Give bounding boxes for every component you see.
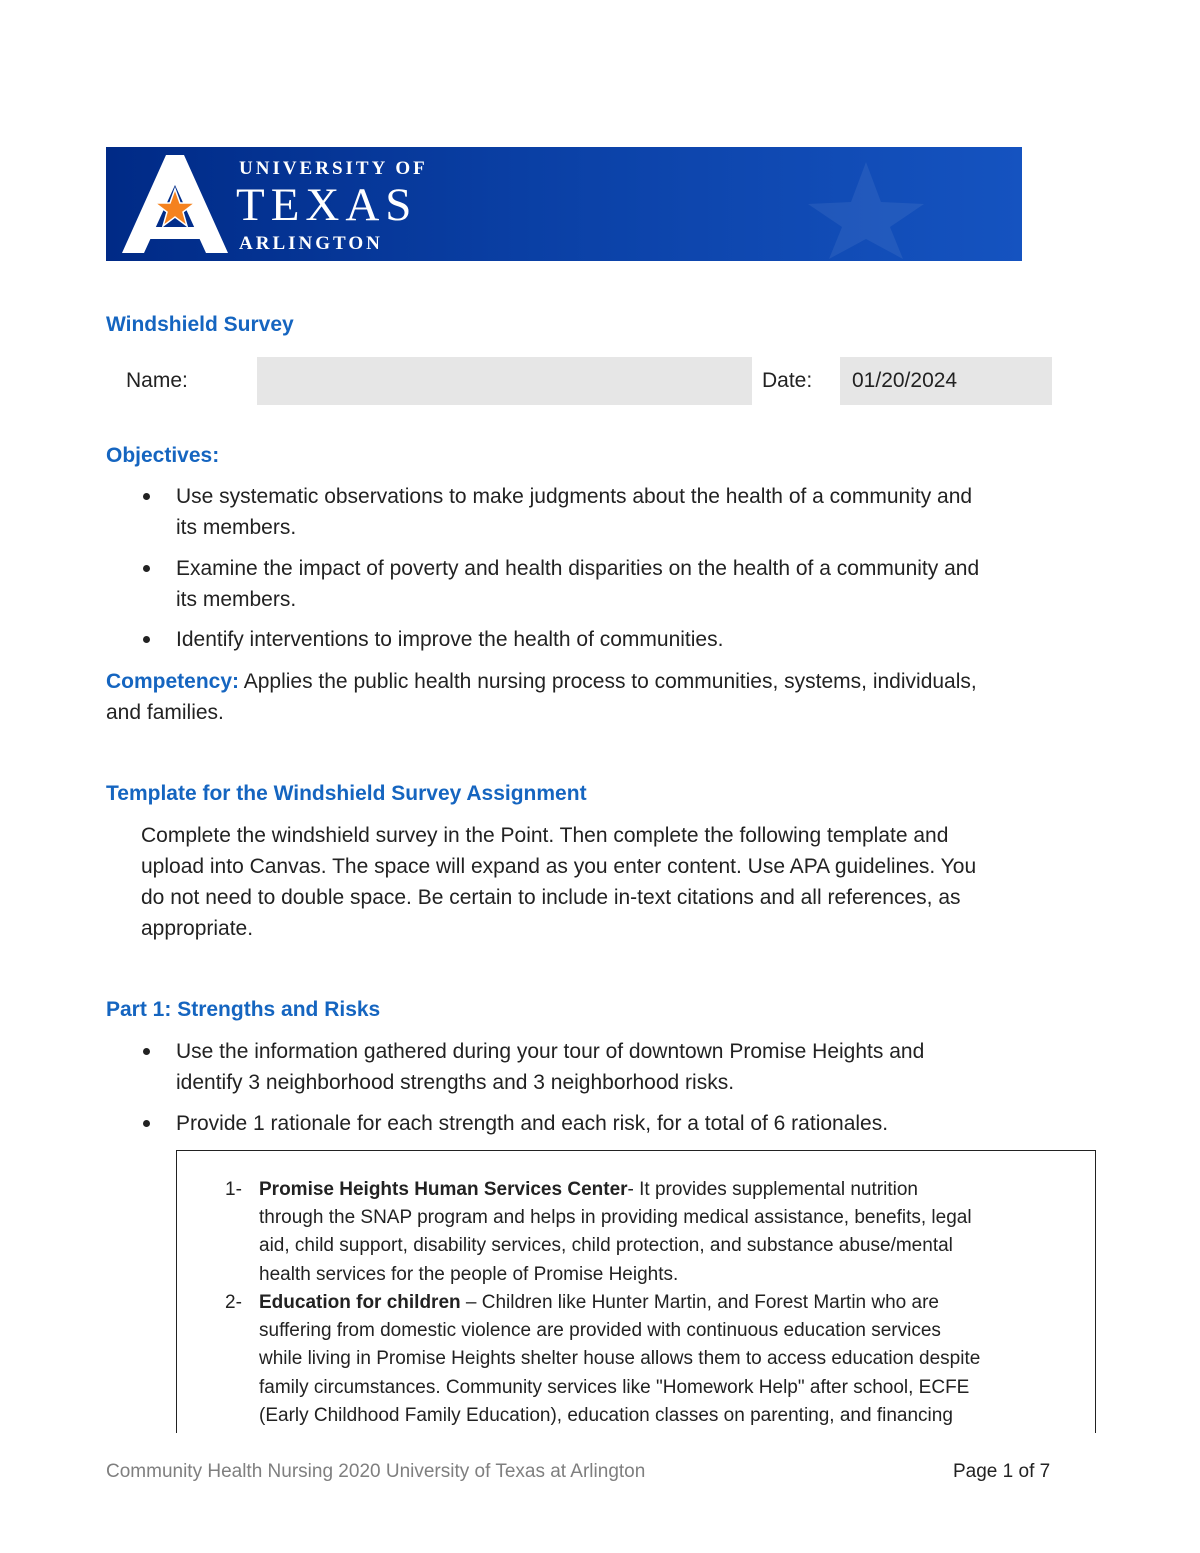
template-line-1: Complete the windshield survey in the Point. Then complete the following template and [141, 824, 949, 847]
bullet-icon [143, 636, 150, 643]
page-number: Page 1 of 7 [953, 1461, 1051, 1482]
page-title: Windshield Survey [106, 313, 294, 336]
template-heading: Template for the Windshield Survey Assignment [106, 782, 587, 805]
part1-bullet-1-line-2: identify 3 neighborhood strengths and 3 neighborhood risks. [176, 1071, 735, 1094]
objective-2-line-2: its members. [176, 588, 297, 611]
answer-1-line: through the SNAP program and helps in providing medical assistance, benefits, legal [259, 1207, 972, 1229]
part1-bullet-2 [176, 1108, 888, 1139]
template-line-4: appropriate. [141, 917, 254, 940]
competency-text: Applies the public health nursing process to communities, systems, individuals, [239, 670, 977, 693]
date-label: Date: [762, 369, 813, 392]
competency-paragraph [106, 666, 1106, 728]
name-field[interactable] [257, 357, 752, 405]
objective-1-line-1: Use systematic observations to make judgments about the health of a community and [176, 485, 973, 508]
answer-1-line: aid, child support, disability services, child protection, and substance abuse/mental [259, 1235, 953, 1257]
logo-text-texas: TEXAS [236, 179, 418, 231]
answer-1-intro: - It provides supplemental nutrition [627, 1179, 918, 1200]
name-label: Name: [126, 369, 188, 392]
bullet-icon [143, 1120, 150, 1127]
answer-2-title: Education for children [259, 1292, 461, 1313]
answer-text-box[interactable] [176, 1150, 1096, 1433]
answer-1-title: Promise Heights Human Services Center [259, 1179, 628, 1200]
template-line-3: do not need to double space. Be certain to include in-text citations and all references, as [141, 886, 961, 909]
answer-2-line: family circumstances. Community services like "Homework Help" after school, ECFE [259, 1376, 970, 1398]
answer-1-number: 1- [225, 1179, 242, 1200]
template-line-2: upload into Canvas. The space will expand as you enter content. Use APA guidelines. You [141, 855, 977, 878]
bullet-icon [143, 565, 150, 572]
footer-course: Community Health Nursing 2020 University of Texas at Arlington [106, 1461, 646, 1482]
objectives-heading: Objectives: [106, 444, 220, 467]
bullet-icon [143, 1048, 150, 1055]
bullet-icon [143, 493, 150, 500]
objective-item-3 [176, 624, 723, 655]
part1-bullet-2-line-1: Provide 1 rationale for each strength and each risk, for a total of 6 rationales. [176, 1112, 889, 1135]
date-value[interactable]: 01/20/2024 [852, 369, 958, 392]
part1-bullet-1-line-1: Use the information gathered during your tour of downtown Promise Heights and [176, 1040, 925, 1063]
template-instructions [141, 820, 1121, 944]
answer-2 [259, 1289, 1089, 1430]
answer-1-line: health services for the people of Promise Heights. [259, 1263, 679, 1285]
answer-2-number: 2- [225, 1292, 242, 1313]
logo-text-university: UNIVERSITY OF [239, 158, 428, 179]
objective-1-line-2: its members. [176, 516, 297, 539]
logo-text-arlington: ARLINGTON [239, 233, 383, 254]
answer-2-line: suffering from domestic violence are provided with continuous education services [259, 1320, 941, 1342]
part1-heading: Part 1: Strengths and Risks [106, 998, 381, 1021]
competency-label: Competency: [106, 670, 240, 693]
objective-item-1 [176, 481, 972, 543]
answer-2-line: while living in Promise Heights shelter house allows them to access education despite [259, 1348, 981, 1370]
answer-2-intro: – Children like Hunter Martin, and Forest Martin who are [460, 1292, 939, 1313]
part1-bullet-1 [176, 1036, 924, 1098]
objective-3-line-1: Identify interventions to improve the health of communities. [176, 628, 724, 651]
answer-1 [259, 1176, 1089, 1289]
objective-item-2 [176, 553, 979, 615]
competency-text-line-2: and families. [106, 701, 224, 724]
objective-2-line-1: Examine the impact of poverty and health disparities on the health of a community and [176, 557, 980, 580]
answer-2-line: (Early Childhood Family Education), education classes on parenting, and financing [259, 1404, 953, 1426]
uta-a-logo-icon [122, 155, 228, 253]
